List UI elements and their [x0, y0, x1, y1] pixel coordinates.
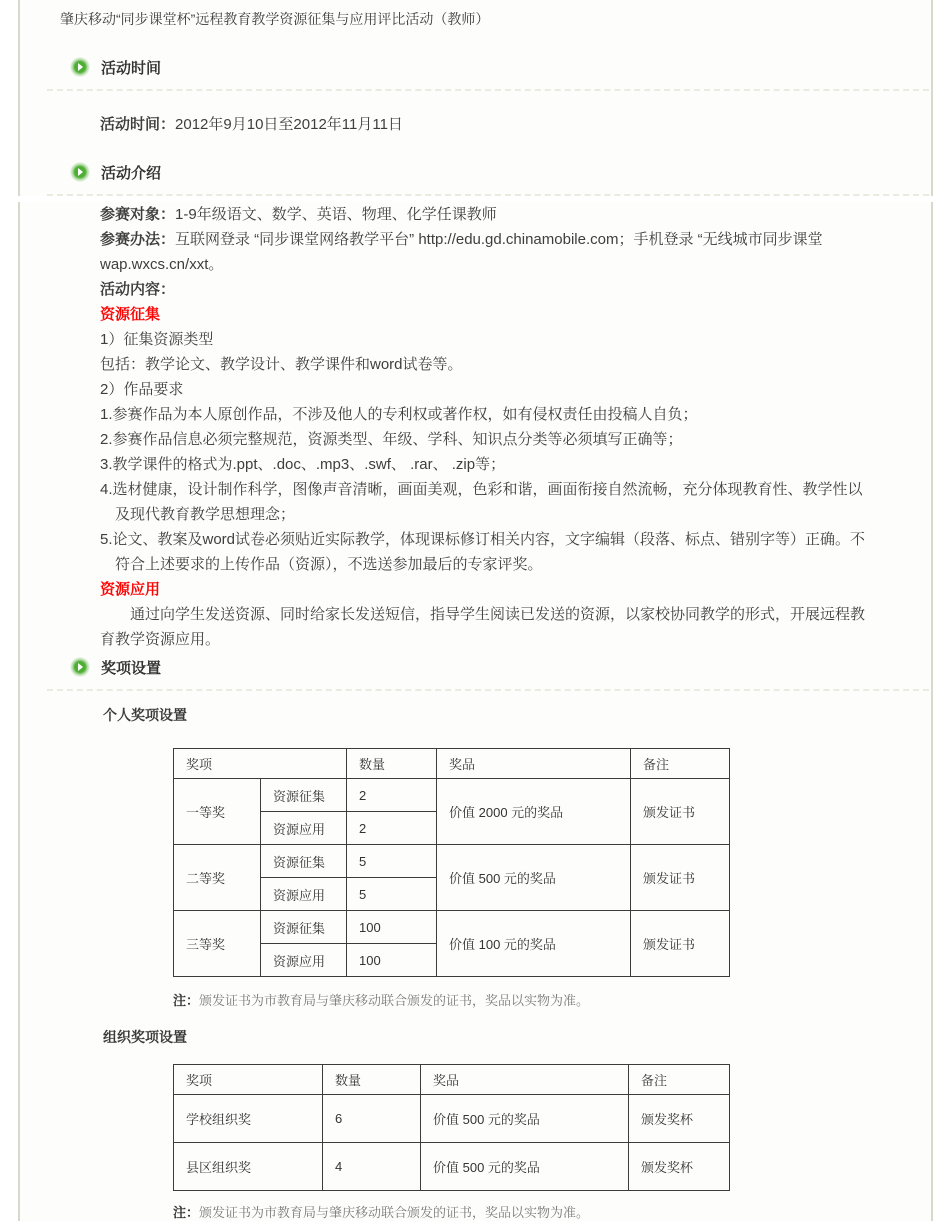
- awards-block: [20, 705, 931, 1221]
- requirement-item: 5.论文、教案及word试卷必须贴近实际教学，体现课标修订相关内容，文字编辑（段落、标点、错别字等）正确。不符合上述要求的上传作品（资源），不选送参加最后的专家评奖。: [100, 531, 866, 573]
- table-row: [174, 1143, 730, 1191]
- table-row: [174, 845, 730, 878]
- activity-time-value: 2012年9月10日至2012年11月11日: [175, 116, 403, 133]
- resource-collect-heading: 资源征集: [100, 306, 161, 323]
- participants-value: 1-9年级语文、数学、英语、物理、化学任课教师: [175, 206, 497, 223]
- qty-cell: 5: [347, 878, 437, 911]
- note-text: 颁发证书为市教育局与肇庆移动联合颁发的证书，奖品以实物为准。: [199, 993, 590, 1008]
- type-cell: 资源征集: [261, 779, 347, 812]
- table-header-row: [174, 749, 730, 779]
- org-awards-note: [173, 1202, 931, 1221]
- main-card: [18, 202, 933, 1221]
- table-header-row: [174, 1065, 730, 1095]
- qty-cell: 5: [347, 845, 437, 878]
- requirement-item: 1.参赛作品为本人原创作品，不涉及他人的专利权或著作权，如有侵权责任由投稿人自负；: [100, 406, 698, 423]
- method-label: 参赛办法：: [100, 231, 176, 248]
- method-value: 互联网登录 “同步课堂网络教学平台” http://edu.gd.chinamobile.com；手机登录 “无线城市同步课堂wap.wxcs.cn/xxt。: [100, 231, 823, 273]
- header-cell-award: 奖项: [174, 1065, 323, 1095]
- collect-item-1-detail: 包括：教学论文、教学设计、教学课件和word试卷等。: [100, 356, 463, 373]
- type-cell: 资源应用: [261, 812, 347, 845]
- header-cell-award: 奖项: [174, 749, 347, 779]
- org-awards-table: [173, 1064, 730, 1191]
- intro-content: [20, 202, 931, 652]
- note-cell: 颁发证书: [631, 779, 730, 845]
- header-cell-prize: 奖品: [421, 1065, 629, 1095]
- award-cell: 学校组织奖: [174, 1095, 323, 1143]
- qty-cell: 100: [347, 944, 437, 977]
- personal-awards-table: [173, 748, 730, 977]
- type-cell: 资源征集: [261, 845, 347, 878]
- qty-cell: 2: [347, 779, 437, 812]
- section-divider: [47, 194, 929, 196]
- type-cell: 资源应用: [261, 878, 347, 911]
- section-title-time: 活动时间: [101, 59, 162, 77]
- section-header-intro: [20, 161, 931, 183]
- header-card: [18, 0, 933, 196]
- personal-awards-note: [173, 990, 931, 1009]
- section-divider: [47, 689, 929, 691]
- activity-time-line: [100, 113, 931, 134]
- table-row: [174, 1095, 730, 1143]
- personal-awards-title: 个人奖项设置: [103, 707, 187, 723]
- note-text: 颁发证书为市教育局与肇庆移动联合颁发的证书，奖品以实物为准。: [199, 1205, 590, 1220]
- table-row: [174, 911, 730, 944]
- header-cell-qty: 数量: [323, 1065, 421, 1095]
- requirement-item: 3.教学课件的格式为.ppt、.doc、.mp3、.swf、 .rar、 .zip等；: [100, 456, 506, 473]
- org-awards-title: 组织奖项设置: [103, 1029, 187, 1045]
- type-cell: 资源征集: [261, 911, 347, 944]
- participants-label: 参赛对象：: [100, 206, 176, 223]
- participants-line: [100, 202, 873, 227]
- prize-cell: 价值 500 元的奖品: [421, 1143, 629, 1191]
- type-cell: 资源应用: [261, 944, 347, 977]
- note-label: 注：: [173, 1205, 200, 1220]
- requirement-item: 4.选材健康，设计制作科学，图像声音清晰，画面美观，色彩和谐，画面衔接自然流畅，充分体现教育性、教学性以及现代教育教学思想理念；: [100, 481, 863, 523]
- header-cell-qty: 数量: [347, 749, 437, 779]
- note-cell: 颁发证书: [631, 845, 730, 911]
- prize-cell: 价值 500 元的奖品: [421, 1095, 629, 1143]
- award-cell: 二等奖: [174, 845, 261, 911]
- qty-cell: 4: [323, 1143, 421, 1191]
- header-cell-note: 备注: [629, 1065, 730, 1095]
- content-label-line: 活动内容：: [100, 281, 176, 298]
- green-play-bullet-icon: [70, 657, 90, 677]
- note-label: 注：: [173, 993, 200, 1008]
- page-title: 肇庆移动“同步课堂杯”远程教育教学资源征集与应用评比活动（教师）: [60, 11, 490, 27]
- collect-item-1: 1）征集资源类型: [100, 331, 214, 348]
- apply-paragraph: 通过向学生发送资源、同时给家长发送短信，指导学生阅读已发送的资源，以家校协同教学的形式，开展远程教育教学资源应用。: [100, 606, 866, 648]
- award-cell: 三等奖: [174, 911, 261, 977]
- qty-cell: 100: [347, 911, 437, 944]
- resource-apply-heading: 资源应用: [100, 581, 161, 598]
- qty-cell: 2: [347, 812, 437, 845]
- qty-cell: 6: [323, 1095, 421, 1143]
- section-title-intro: 活动介绍: [101, 164, 162, 182]
- award-cell: 县区组织奖: [174, 1143, 323, 1191]
- note-cell: 颁发证书: [631, 911, 730, 977]
- header-cell-note: 备注: [631, 749, 730, 779]
- note-cell: 颁发奖杯: [629, 1095, 730, 1143]
- header-cell-prize: 奖品: [437, 749, 631, 779]
- award-cell: 一等奖: [174, 779, 261, 845]
- note-cell: 颁发奖杯: [629, 1143, 730, 1191]
- activity-time-label: 活动时间：: [100, 116, 176, 133]
- prize-cell: 价值 100 元的奖品: [437, 911, 631, 977]
- prize-cell: 价值 2000 元的奖品: [437, 779, 631, 845]
- method-line: [100, 227, 873, 277]
- section-divider: [47, 89, 929, 91]
- green-play-bullet-icon: [70, 57, 90, 77]
- green-play-bullet-icon: [70, 162, 90, 182]
- prize-cell: 价值 500 元的奖品: [437, 845, 631, 911]
- collect-item-2: 2）作品要求: [100, 381, 184, 398]
- section-title-awards: 奖项设置: [101, 659, 162, 677]
- requirement-item: 2.参赛作品信息必须完整规范，资源类型、年级、学科、知识点分类等必须填写正确等；: [100, 431, 683, 448]
- table-row: [174, 779, 730, 812]
- section-header-awards: [20, 656, 931, 678]
- section-header-time: [20, 56, 931, 78]
